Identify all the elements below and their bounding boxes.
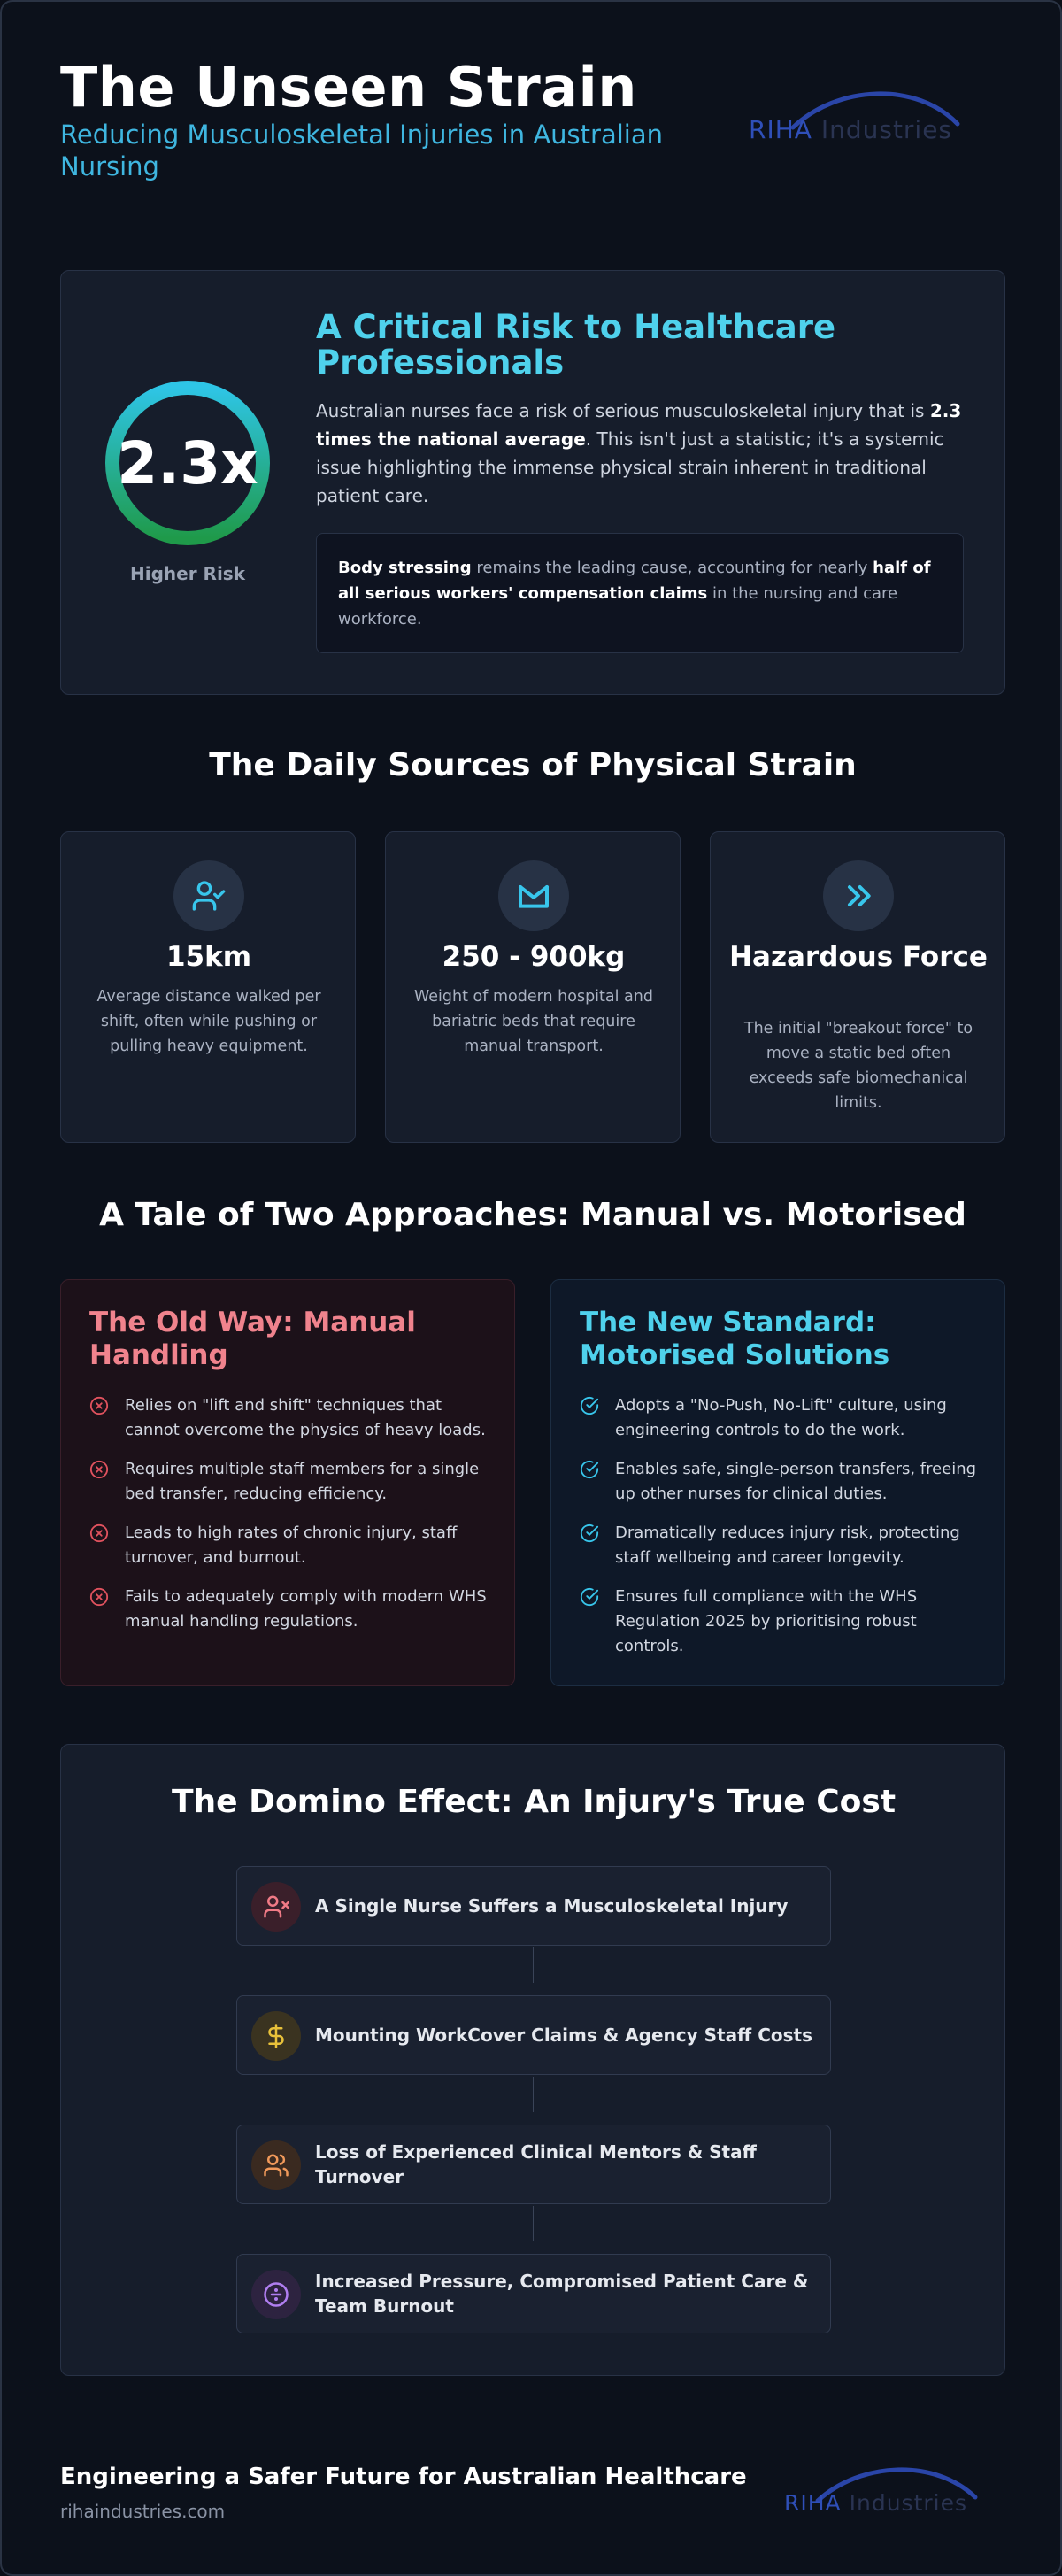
note-bold: half of all serious workers' compensation claims — [338, 559, 931, 603]
footer-logo-text — [784, 2490, 967, 2516]
old-way-title: The Old Way: Manual Handling — [89, 1307, 416, 1371]
check-circle-icon — [580, 1523, 599, 1543]
x-circle-icon — [89, 1460, 109, 1479]
note-bold: Body stressing — [338, 559, 472, 577]
strain-card — [710, 831, 1005, 1143]
check-circle-icon — [580, 1460, 599, 1479]
user-check-icon — [173, 860, 244, 931]
new-standard-text: Enables safe, single-person transfers, freeing up other nurses for clinical duties. — [615, 1460, 977, 1503]
note-text: remains the leading cause, accounting for nearly — [471, 559, 873, 577]
footer — [60, 2433, 1005, 2530]
logo-text — [749, 115, 952, 144]
footer-riha-logo — [784, 2465, 979, 2522]
domino-step — [236, 1866, 831, 1946]
risk-text-part: Australian nurses face a risk of serious musculoskeletal injury that is — [316, 400, 930, 421]
check-circle-icon — [580, 1396, 599, 1415]
domino-connector — [533, 1947, 534, 1983]
domino-step-text: A Single Nurse Suffers a Musculoskeletal Injury — [315, 1895, 789, 1917]
domino-card — [60, 1744, 1005, 2376]
footer-title: Engineering a Safer Future for Australian Healthcare — [60, 2464, 747, 2490]
user-x-icon — [251, 1882, 301, 1932]
footer-url[interactable]: rihaindustries.com — [60, 2501, 226, 2522]
logo-suffix: Industries — [849, 2490, 967, 2516]
domino-step — [236, 2125, 831, 2204]
x-circle-icon — [89, 1396, 109, 1415]
risk-caption: Higher Risk — [130, 563, 245, 584]
page-title: The Unseen Strain — [60, 55, 637, 120]
strain-card — [385, 831, 681, 1143]
domino-title: The Domino Effect: An Injury's True Cost — [171, 1784, 897, 1820]
header — [60, 55, 1005, 212]
domino-connector — [533, 2077, 534, 2112]
new-standard-text: Ensures full compliance with the WHS Regulation 2025 by prioritising robust controls. — [615, 1587, 918, 1655]
strain-card — [60, 831, 356, 1143]
risk-card — [60, 270, 1005, 695]
check-circle-icon — [580, 1587, 599, 1607]
strain-description: The initial "breakout force" to move a static bed often exceeds safe biomechanical limits. — [743, 1020, 974, 1112]
users-icon — [251, 2140, 301, 2190]
risk-note — [316, 533, 964, 653]
domino-step-text: Loss of Experienced Clinical Mentors & Staff Turnover — [315, 2141, 757, 2187]
domino-step-text: Mounting WorkCover Claims & Agency Staff Costs — [315, 2025, 813, 2046]
new-standard-text: Adopts a "No-Push, No-Lift" culture, using engineering controls to do the work. — [615, 1396, 947, 1439]
risk-description — [316, 397, 962, 510]
x-circle-icon — [89, 1587, 109, 1607]
strain-description: Average distance walked per shift, often while pushing or pulling heavy equipment. — [96, 988, 321, 1055]
logo-brand: RIHA — [749, 115, 812, 144]
risk-value: 2.3x — [117, 428, 258, 497]
old-way-text: Requires multiple staff members for a single bed transfer, reducing efficiency. — [125, 1460, 480, 1503]
risk-text-bold: 2.3 times the national average — [316, 400, 962, 450]
logo-suffix: Industries — [820, 115, 953, 144]
divide-circle-icon — [251, 2270, 301, 2319]
crown-weight-icon — [498, 860, 569, 931]
double-chevron-right-icon — [823, 860, 894, 931]
old-way-text: Leads to high rates of chronic injury, staff turnover, and burnout. — [125, 1523, 458, 1567]
domino-step — [236, 1995, 831, 2075]
riha-logo — [749, 89, 970, 150]
dollar-icon — [251, 2011, 301, 2061]
risk-title: A Critical Risk to Healthcare Professionals — [316, 308, 836, 382]
logo-brand: RIHA — [784, 2490, 842, 2516]
old-way-card — [60, 1279, 515, 1686]
domino-step — [236, 2254, 831, 2333]
note-text: in the nursing and care workforce. — [338, 584, 898, 629]
risk-text-part: . This isn't just a statistic; it's a systemic issue highlighting the immense physical strain inherent in traditional patient care. — [316, 428, 944, 506]
strain-section-title: The Daily Sources of Physical Strain — [209, 747, 857, 783]
strain-value: 250 - 900kg — [442, 941, 626, 973]
old-way-text: Fails to adequately comply with modern WHS manual handling regulations. — [125, 1587, 487, 1631]
strain-description: Weight of modern hospital and bariatric beds that require manual transport. — [414, 988, 653, 1055]
domino-step-text: Increased Pressure, Compromised Patient Care & Team Burnout — [315, 2271, 809, 2317]
x-circle-icon — [89, 1523, 109, 1543]
new-standard-title: The New Standard: Motorised Solutions — [580, 1307, 890, 1371]
comparison-section-title: A Tale of Two Approaches: Manual vs. Motorised — [99, 1197, 966, 1233]
strain-value: Hazardous Force — [729, 941, 988, 973]
new-standard-card — [550, 1279, 1005, 1686]
old-way-text: Relies on "lift and shift" techniques that cannot overcome the physics of heavy loads. — [125, 1396, 486, 1439]
strain-value: 15km — [165, 941, 252, 973]
new-standard-text: Dramatically reduces injury risk, protecting staff wellbeing and career longevity. — [615, 1523, 960, 1567]
page-subtitle: Reducing Musculoskeletal Injuries in Australian Nursing — [60, 120, 663, 181]
domino-connector — [533, 2206, 534, 2241]
